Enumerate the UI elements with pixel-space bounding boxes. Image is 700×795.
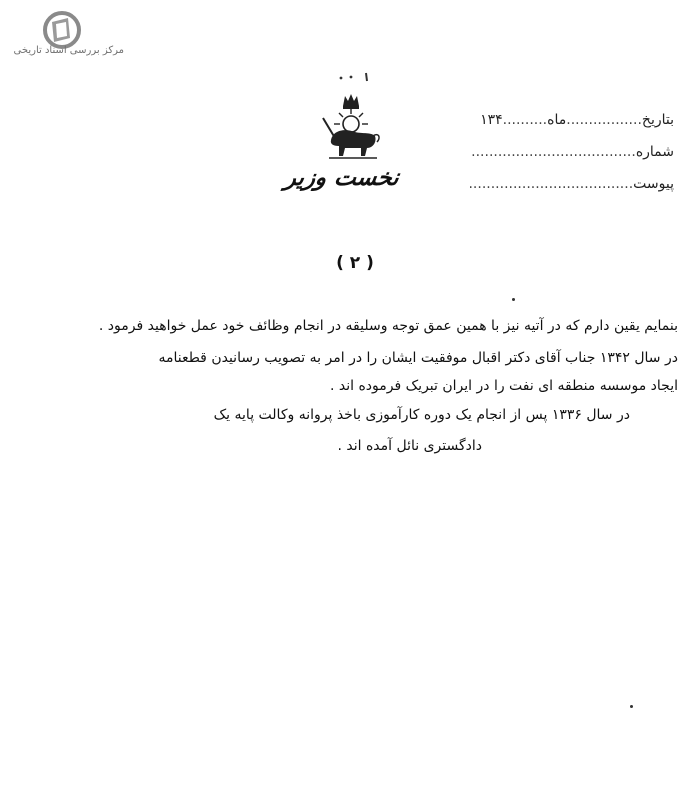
body-line-1: بنمایم یقین دارم که در آتیه نیز با همین عمق توجه وسلیقه در انجام وظائف خود عمل خواهید فرمود . xyxy=(98,318,678,334)
date-month-label: ماه xyxy=(547,112,567,128)
scan-speck xyxy=(512,298,515,301)
scan-speck xyxy=(630,705,633,708)
attachment-field: پیوست..................................... xyxy=(468,176,674,192)
number-field: شماره..................................... xyxy=(471,144,674,160)
number-label: شماره xyxy=(635,144,674,160)
lion-and-sun-emblem-icon xyxy=(315,92,387,164)
body-line-2: در سال ۱۳۴۲ جناب آقای دکتر اقبال موفقیت ایشان را در امر به تصویب رسانیدن قطعنامه xyxy=(158,350,678,366)
page-number: ( ۲ ) xyxy=(336,253,374,273)
attachment-label: پیوست xyxy=(633,176,674,192)
date-year: ۱۳۴ xyxy=(480,112,503,128)
watermark-text: مرکز بررسی اسناد تاریخی xyxy=(13,45,124,56)
body-line-5: دادگستری نائل آمده اند . xyxy=(337,438,482,454)
office-title: نخست وزیر xyxy=(283,164,401,191)
body-line-4: در سال ۱۳۳۶ پس از انجام یک دوره کارآموزی باخذ پروانه وکالت پایه یک xyxy=(213,407,630,423)
crown-marks-icon xyxy=(338,70,378,84)
date-label: بتاریخ xyxy=(641,112,674,128)
body-line-3: ایجاد موسسه منطقه ای نفت را در ایران تبریک فرموده اند . xyxy=(329,378,678,394)
date-field: بتاریخ.................ماه..........۱۳۴ xyxy=(480,112,674,128)
